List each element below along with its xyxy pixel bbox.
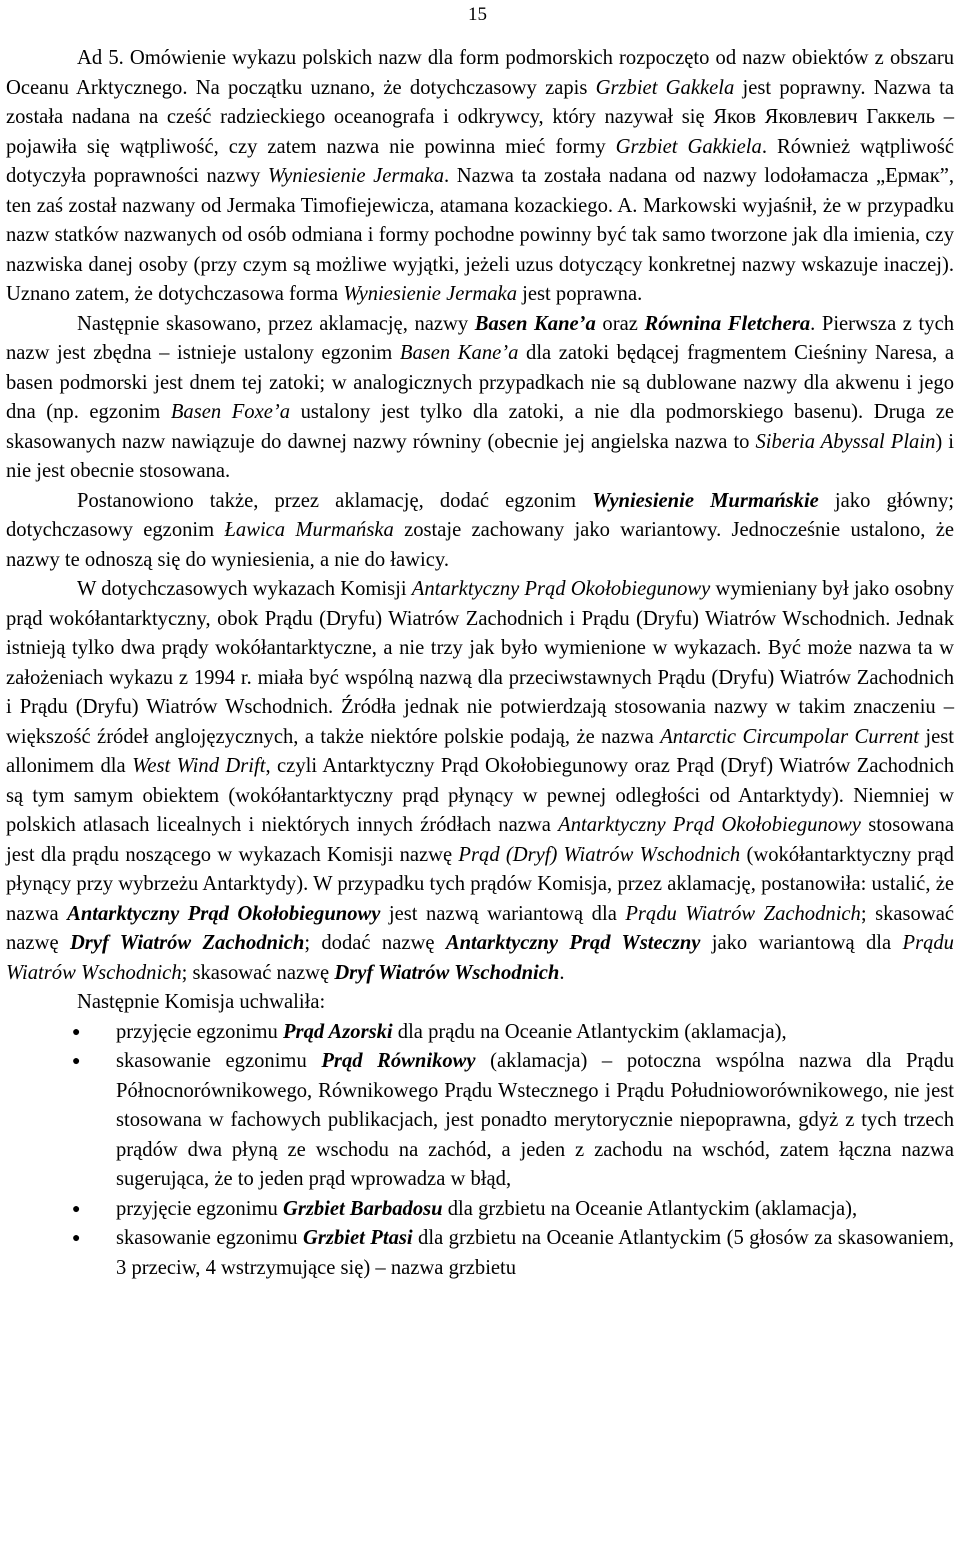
list-item	[6, 1047, 954, 1195]
emphasized-term: Dryf Wiatrów Wschodnich	[334, 961, 560, 984]
emphasized-term: Basen Kane’a	[474, 312, 596, 335]
emphasized-term: Antarktyczny Prąd Okołobiegunowy	[67, 902, 381, 925]
text-run: W dotychczasowych wykazach Komisji	[77, 578, 412, 600]
text-run: Postanowiono także, przez aklamację, dodać egzonim	[77, 489, 593, 512]
emphasized-term: Prąd Azorski	[282, 1020, 393, 1043]
emphasized-term: Grzbiet Ptasi	[303, 1227, 413, 1249]
paragraph-5	[6, 988, 954, 1018]
decision-list	[6, 1018, 954, 1284]
emphasized-term: Antarktyczny Prąd Okołobiegunowy	[558, 814, 861, 836]
text-run: . Pierwsza z tych nazw jest zbędna – istnieje ustalony egzonim	[6, 312, 955, 364]
paragraph-3	[6, 487, 954, 576]
emphasized-term: Prąd Równikowy	[321, 1050, 476, 1072]
paragraph-4	[6, 575, 954, 988]
emphasized-term: Antarctic Circumpolar Current	[660, 725, 919, 748]
emphasized-term: Grzbiet Gakkiela	[615, 135, 762, 158]
text-run: Następnie Komisja uchwaliła:	[77, 991, 326, 1013]
emphasized-term: Basen Kane’a	[399, 342, 519, 364]
text-run: dla grzbietu na Oceanie Atlantyckim (aklamacja),	[442, 1197, 858, 1220]
text-run: oraz	[595, 312, 645, 335]
paragraph-2	[6, 310, 954, 487]
text-run: jest poprawny. Nazwa ta została nadana na cześć radzieckiego oceanografa i odkrywcy, który nazywał się Яков Яковлевич Гаккель – pojawiła się wątpliwość, czy zatem nazwa nie powinna mieć formy	[6, 76, 954, 158]
bullet-icon: ●	[72, 1201, 81, 1217]
text-run: ; dodać nazwę	[304, 932, 446, 954]
text-run: ustalony jest tylko dla zatoki, a nie dla podmorskiego basenu). Druga ze skasowanych nazw nawiązuje do dawnej nazwy równiny (obecnie jej angielska nazwa to	[6, 401, 954, 453]
paragraph-1	[6, 44, 954, 310]
emphasized-term: Grzbiet Gakkela	[595, 76, 735, 99]
text-run: skasowanie egzonimu	[116, 1227, 304, 1249]
emphasized-term: Antarktyczny Prąd Okołobiegunowy	[411, 578, 711, 600]
text-run: , czyli Antarktyczny Prąd Okołobiegunowy oraz Prąd (Dryf) Wiatrów Zachodnich są tym samym obiektem (wokółantarktyczny prąd płynący w pewnej odległości od Antarktydy). Niemniej w polskich atlasach licealnych i niektórych innych źródłach nazwa	[6, 755, 954, 836]
text-run: Następnie skasowano, przez aklamację, nazwy	[77, 312, 475, 335]
emphasized-term: West Wind Drift	[132, 755, 266, 777]
text-run: przyjęcie egzonimu	[116, 1020, 283, 1043]
document-body	[6, 44, 954, 1283]
text-run: ) i nie jest obecnie stosowana.	[6, 430, 954, 482]
list-item	[6, 1224, 954, 1283]
text-run: ; skasować nazwę	[6, 902, 954, 954]
text-run: ; skasować nazwę	[181, 961, 335, 984]
text-run: dla grzbietu na Oceanie Atlantyckim (5 głosów za skasowaniem, 3 przeciw, 4 wstrzymujące się) – nazwa grzbietu	[116, 1227, 954, 1279]
text-run: jest nazwą wariantową dla	[380, 902, 626, 925]
page-number: 15	[468, 4, 487, 25]
emphasized-term: Wyniesienie Murmańskie	[592, 489, 819, 512]
emphasized-term: Grzbiet Barbadosu	[282, 1197, 443, 1220]
emphasized-term: Ławica Murmańska	[224, 519, 394, 541]
list-item	[6, 1195, 954, 1225]
emphasized-term: Siberia Abyssal Plain	[755, 430, 936, 453]
emphasized-term: Wyniesienie Jermaka	[343, 283, 517, 305]
text-run: jako główny; dotychczasowy egzonim	[6, 489, 954, 541]
text-run: Ad 5. Omówienie wykazu polskich nazw dla form podmorskich rozpoczęto od nazw obiektów z obszaru Oceanu Arktycznego. Na początku uznano, że dotychczasowy zapis	[6, 47, 954, 99]
text-run: skasowanie egzonimu	[116, 1050, 322, 1072]
text-run: .	[559, 961, 565, 984]
text-run: przyjęcie egzonimu	[116, 1197, 283, 1220]
text-run: stosowana jest dla prądu noszącego w wykazach Komisji nazwę	[6, 814, 954, 866]
emphasized-term: Antarktyczny Prąd Wsteczny	[445, 932, 701, 954]
emphasized-term: Równina Fletchera	[644, 312, 811, 335]
emphasized-term: Basen Foxe’a	[170, 401, 291, 423]
text-run: dla zatoki będącej fragmentem Cieśniny Naresa, a basen podmorski jest dnem tej zatoki; w analogicznych przypadkach nie są dublowane nazwy dla akwenu i jego dna (np. egzonim	[6, 342, 955, 423]
text-run: jest allonimem dla	[6, 725, 955, 777]
text-run: . Nazwa ta została nadana od nazwy lodołamacza „Ермак”, ten zaś został nazwany od Jermaka Timofiejewicza, atamana kozackiego. A. Markowski wyjaśnił, że w przypadku nazw statków nazwanych od osób odmiana i formy pochodne powinny być tak samo tworzone jak dla imienia, czy nazwiska danej osoby (przy czym są możliwe wyjątki, jeżeli uzus dotyczący konkretnej nazwy wskazuje inaczej). Uznano zatem, że dotychczasowa forma	[6, 165, 954, 305]
list-item	[6, 1018, 954, 1048]
text-run: wymieniany był jako osobny prąd wokółantarktyczny, obok Prądu (Dryfu) Wiatrów Zachodnich i Prądu (Dryfu) Wiatrów Wschodnich. Jednak istnieją tylko dwa prądy wokółantarktyczne, a nie trzy jak było wymienione w wykazach. Być może nazwa ta w założeniach wykazu z 1994 r. miała być wspólną nazwą dla przeciwstawnych Prądu (Dryfu) Wiatrów Zachodnich i Prądu (Dryfu) Wiatrów Wschodnich. Źródła jednak nie potwierdzają stosowania nazwy w takim znaczeniu – większość źródeł anglojęzycznych, a także niektóre polskie podają, że nazwa	[6, 578, 954, 748]
text-run: jako wariantową dla	[700, 932, 903, 954]
text-run: . Również wątpliwość dotyczyła poprawności nazwy	[6, 135, 954, 187]
text-run: (aklamacja) – potoczna wspólna nazwa dla Prądu Północnorównikowego, Równikowego Prądu Wstecznego i Prądu Południoworównikowego, nie jest stosowana w fachowych publikacjach, jest ponadto merytorycznie niepoprawna, gdyż z tych trzech prądów dwa płyną ze wschodu na zachód, a jeden z zachodu na wschód, zatem łączna nazwa sugerująca, że to jeden prąd wprowadza w błąd,	[116, 1050, 954, 1190]
emphasized-term: Prądu Wiatrów Zachodnich	[625, 902, 861, 925]
emphasized-term: Prąd (Dryf) Wiatrów Wschodnich	[458, 843, 741, 866]
bullet-icon: ●	[72, 1231, 81, 1246]
emphasized-term: Dryf Wiatrów Zachodnich	[69, 932, 305, 954]
emphasized-term: Prądu Wiatrów Wschodnich	[6, 932, 954, 984]
bullet-icon: ●	[72, 1024, 81, 1040]
emphasized-term: Wyniesienie Jermaka	[267, 165, 444, 187]
text-run: zostaje zachowany jako wariantowy. Jednocześnie ustalono, że nazwy te odnoszą się do wyniesienia, a nie do ławicy.	[6, 519, 954, 571]
text-run: dla prądu na Oceanie Atlantyckim (aklamacja),	[392, 1020, 787, 1043]
bullet-icon: ●	[72, 1054, 81, 1069]
text-run: jest poprawna.	[517, 283, 643, 305]
text-run: (wokółantarktyczny prąd płynący przy wybrzeżu Antarktydy). W przypadku tych prądów Komisja, przez aklamację, postanowiła: ustalić, że nazwa	[6, 843, 954, 925]
